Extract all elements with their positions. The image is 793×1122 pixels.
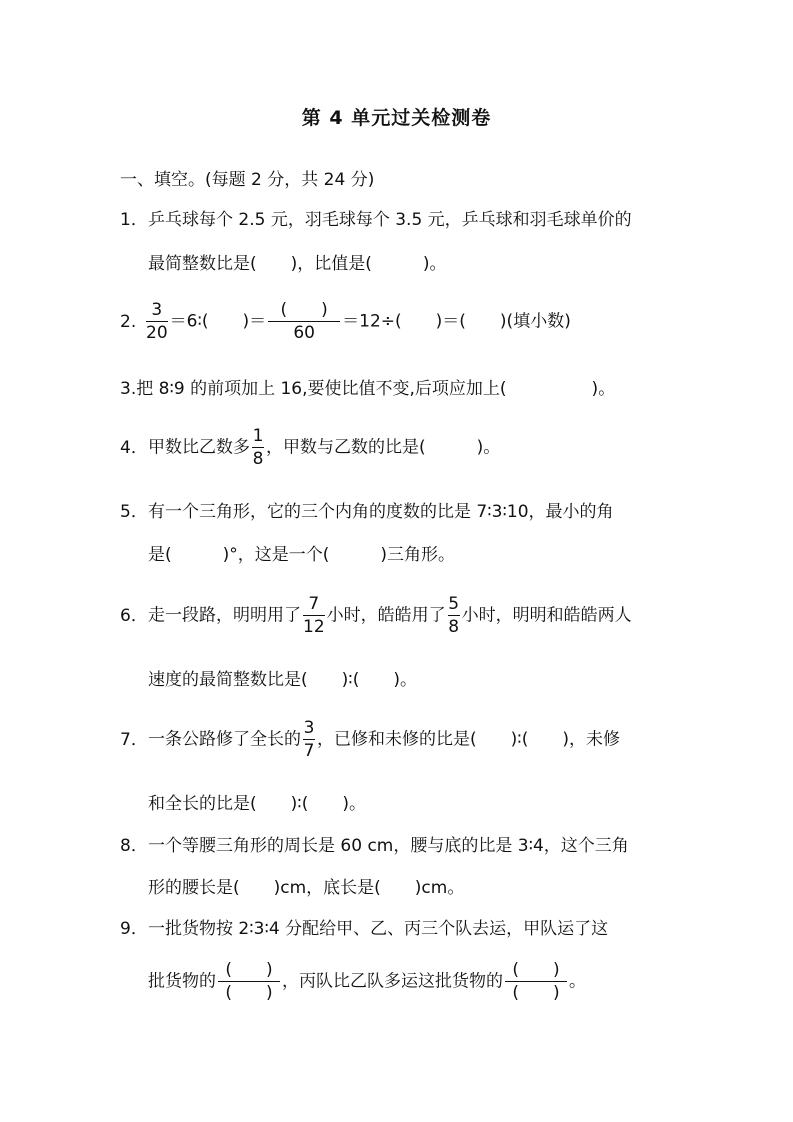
question-5-line-2: 是( )°，这是一个( )三角形。 — [148, 545, 456, 565]
question-2 — [120, 300, 571, 343]
question-text: 乒乓球每个 2.5 元，羽毛球每个 3.5 元，乒乓球和羽毛球单价的 — [148, 210, 632, 230]
fraction-bar — [252, 447, 264, 448]
question-text: 。 — [569, 971, 586, 992]
question-text: ，甲数与乙数的比是( )。 — [266, 437, 501, 458]
page-title: 第 4 单元过关检测卷 — [301, 107, 492, 129]
numerator: 1 — [252, 426, 264, 446]
fraction — [448, 594, 460, 637]
denominator: ( ) — [512, 983, 560, 1003]
question-8-line-1 — [120, 834, 629, 858]
question-7-line-1 — [120, 718, 620, 761]
numerator: 3 — [303, 718, 315, 738]
denominator: 7 — [303, 741, 315, 761]
fraction-bar — [303, 739, 315, 740]
question-6-line-1 — [120, 594, 632, 637]
question-text: 一条公路修了全长的 — [148, 729, 301, 750]
question-number: 6． — [120, 605, 148, 626]
fraction — [268, 300, 340, 343]
question-number: 8． — [120, 836, 148, 856]
numerator: 3 — [151, 300, 163, 320]
question-text: ，已修和未修的比是( )∶( )，未修 — [317, 729, 620, 750]
question-9-line-2 — [148, 960, 586, 1003]
numerator: 7 — [308, 594, 320, 614]
denominator: 60 — [293, 323, 315, 343]
question-number: 1． — [120, 210, 148, 230]
denominator: 8 — [448, 617, 460, 637]
question-text: 小时，皓皓用了 — [326, 605, 446, 626]
question-text: 走一段路，明明用了 — [148, 605, 301, 626]
fraction — [303, 594, 325, 637]
question-text: ，丙队比乙队多运这批货物的 — [282, 971, 503, 992]
question-4 — [120, 426, 500, 469]
question-number: 4． — [120, 437, 148, 458]
fraction — [252, 426, 264, 469]
fraction — [303, 718, 315, 761]
fraction-bar — [448, 615, 460, 616]
question-5-line-1 — [120, 500, 614, 524]
question-number: 5． — [120, 502, 148, 522]
numerator: ( ) — [280, 300, 328, 320]
question-text: ＝6∶( )＝ — [169, 311, 267, 332]
question-1-line-1 — [120, 208, 632, 232]
fraction-bar — [303, 615, 325, 616]
question-1-line-2: 最简整数比是( )，比值是( )。 — [148, 254, 447, 274]
question-number: 9． — [120, 919, 148, 939]
fraction-bar — [505, 981, 567, 982]
question-text: 甲数比乙数多 — [148, 437, 250, 458]
question-text: ＝12÷( )＝( )(填小数) — [342, 311, 571, 332]
fraction-bar — [268, 321, 340, 322]
question-9-line-1 — [120, 917, 608, 941]
fraction — [505, 960, 567, 1003]
question-text: 小时，明明和皓皓两人 — [461, 605, 632, 626]
denominator: ( ) — [225, 983, 273, 1003]
denominator: 8 — [252, 449, 264, 469]
question-number: 7． — [120, 729, 148, 750]
question-number: 2. — [120, 311, 137, 332]
question-6-line-2: 速度的最简整数比是( )∶( )。 — [148, 670, 417, 690]
denominator: 12 — [303, 617, 325, 637]
fraction — [218, 960, 280, 1003]
question-7-line-2: 和全长的比是( )∶( )。 — [148, 794, 366, 814]
question-text: 批货物的 — [148, 971, 216, 992]
section-heading: 一、填空。(每题 2 分，共 24 分) — [120, 170, 375, 190]
question-text: 一批货物按 2∶3∶4 分配给甲、乙、丙三个队去运，甲队运了这 — [148, 919, 609, 939]
numerator: 5 — [448, 594, 460, 614]
question-8-line-2: 形的腰长是( )cm，底长是( )cm。 — [148, 878, 465, 898]
numerator: ( ) — [512, 960, 560, 980]
numerator: ( ) — [225, 960, 273, 980]
question-text: 有一个三角形，它的三个内角的度数的比是 7∶3∶10，最小的角 — [148, 502, 614, 522]
question-text: 一个等腰三角形的周长是 60 cm，腰与底的比是 3∶4，这个三角 — [148, 836, 629, 856]
fraction — [146, 300, 168, 343]
fraction-bar — [146, 321, 168, 322]
question-3: 3.把 8∶9 的前项加上 16,要使比值不变,后项应加上( )。 — [120, 379, 616, 399]
fraction-bar — [218, 981, 280, 982]
denominator: 20 — [146, 323, 168, 343]
